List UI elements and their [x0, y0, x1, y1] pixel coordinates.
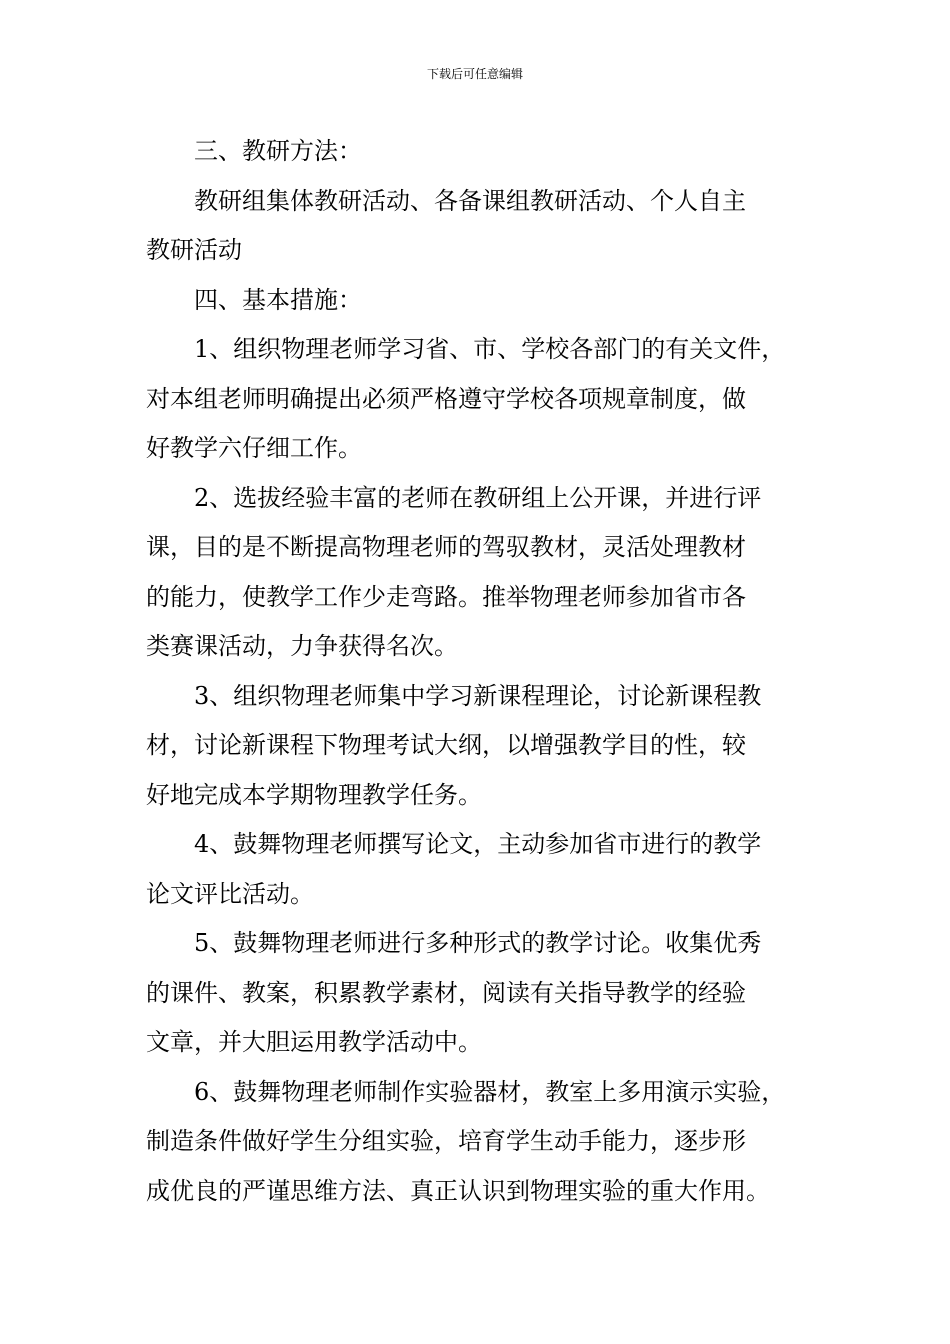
- text-line: 的能力，使教学工作少走弯路。推举物理老师参加省市各: [146, 582, 746, 611]
- text-line: 的课件、教案，积累教学素材，阅读有关指导教学的经验: [146, 978, 746, 1007]
- text-line: 对本组老师明确提出必须严格遵守学校各项规章制度，做: [146, 384, 746, 413]
- text-line: 好教学六仔细工作。: [146, 434, 362, 462]
- text-line: 6、鼓舞物理老师制作实验器材，教室上多用演示实验，: [194, 1077, 786, 1106]
- text-line: 制造条件做好学生分组实验，培育学生动手能力，逐步形: [146, 1127, 746, 1155]
- text-line: 1、组织物理老师学习省、市、学校各部门的有关文件，: [194, 335, 786, 363]
- text-line: 4、鼓舞物理老师撰写论文，主动参加省市进行的教学: [194, 830, 762, 858]
- page-header: 下载后可任意编辑: [426, 67, 523, 81]
- paragraph-measure-1: [146, 325, 806, 474]
- text-line: 5、鼓舞物理老师进行多种形式的教学讨论。收集优秀: [194, 929, 762, 957]
- document-body: [146, 127, 806, 1216]
- text-line: 3、组织物理老师集中学习新课程理论，讨论新课程教: [194, 681, 762, 710]
- text-line: 课，目的是不断提高物理老师的驾驭教材，灵活处理教材: [146, 533, 746, 561]
- text-line: 论文评比活动。: [146, 879, 314, 908]
- text-line: 类赛课活动，力争获得名次。: [146, 632, 458, 660]
- text-line: 教研活动: [146, 236, 242, 264]
- text-line: 文章，并大胆运用教学活动中。: [146, 1028, 482, 1056]
- text-line: 四、基本措施：: [194, 285, 362, 314]
- text-line: 材，讨论新课程下物理考试大纲，以增强教学目的性，较: [146, 731, 746, 759]
- paragraph-research-methods: [146, 177, 806, 276]
- text-line: 好地完成本学期物理教学任务。: [146, 780, 482, 809]
- text-line: 成优良的严谨思维方法、真正认识到物理实验的重大作用。: [146, 1176, 770, 1205]
- paragraph-section-three-heading: [146, 127, 806, 177]
- text-line: 教研组集体教研活动、各备课组教研活动、个人自主: [194, 186, 746, 215]
- paragraph-measure-2: [146, 474, 806, 672]
- paragraph-measure-6: [146, 1068, 806, 1217]
- paragraph-measure-5: [146, 919, 806, 1068]
- text-line: 2、选拔经验丰富的老师在教研组上公开课，并进行评: [194, 483, 762, 512]
- paragraph-measure-3: [146, 672, 806, 821]
- paragraph-section-four-heading: [146, 276, 806, 326]
- paragraph-measure-4: [146, 820, 806, 919]
- text-line: 三、教研方法：: [194, 137, 362, 165]
